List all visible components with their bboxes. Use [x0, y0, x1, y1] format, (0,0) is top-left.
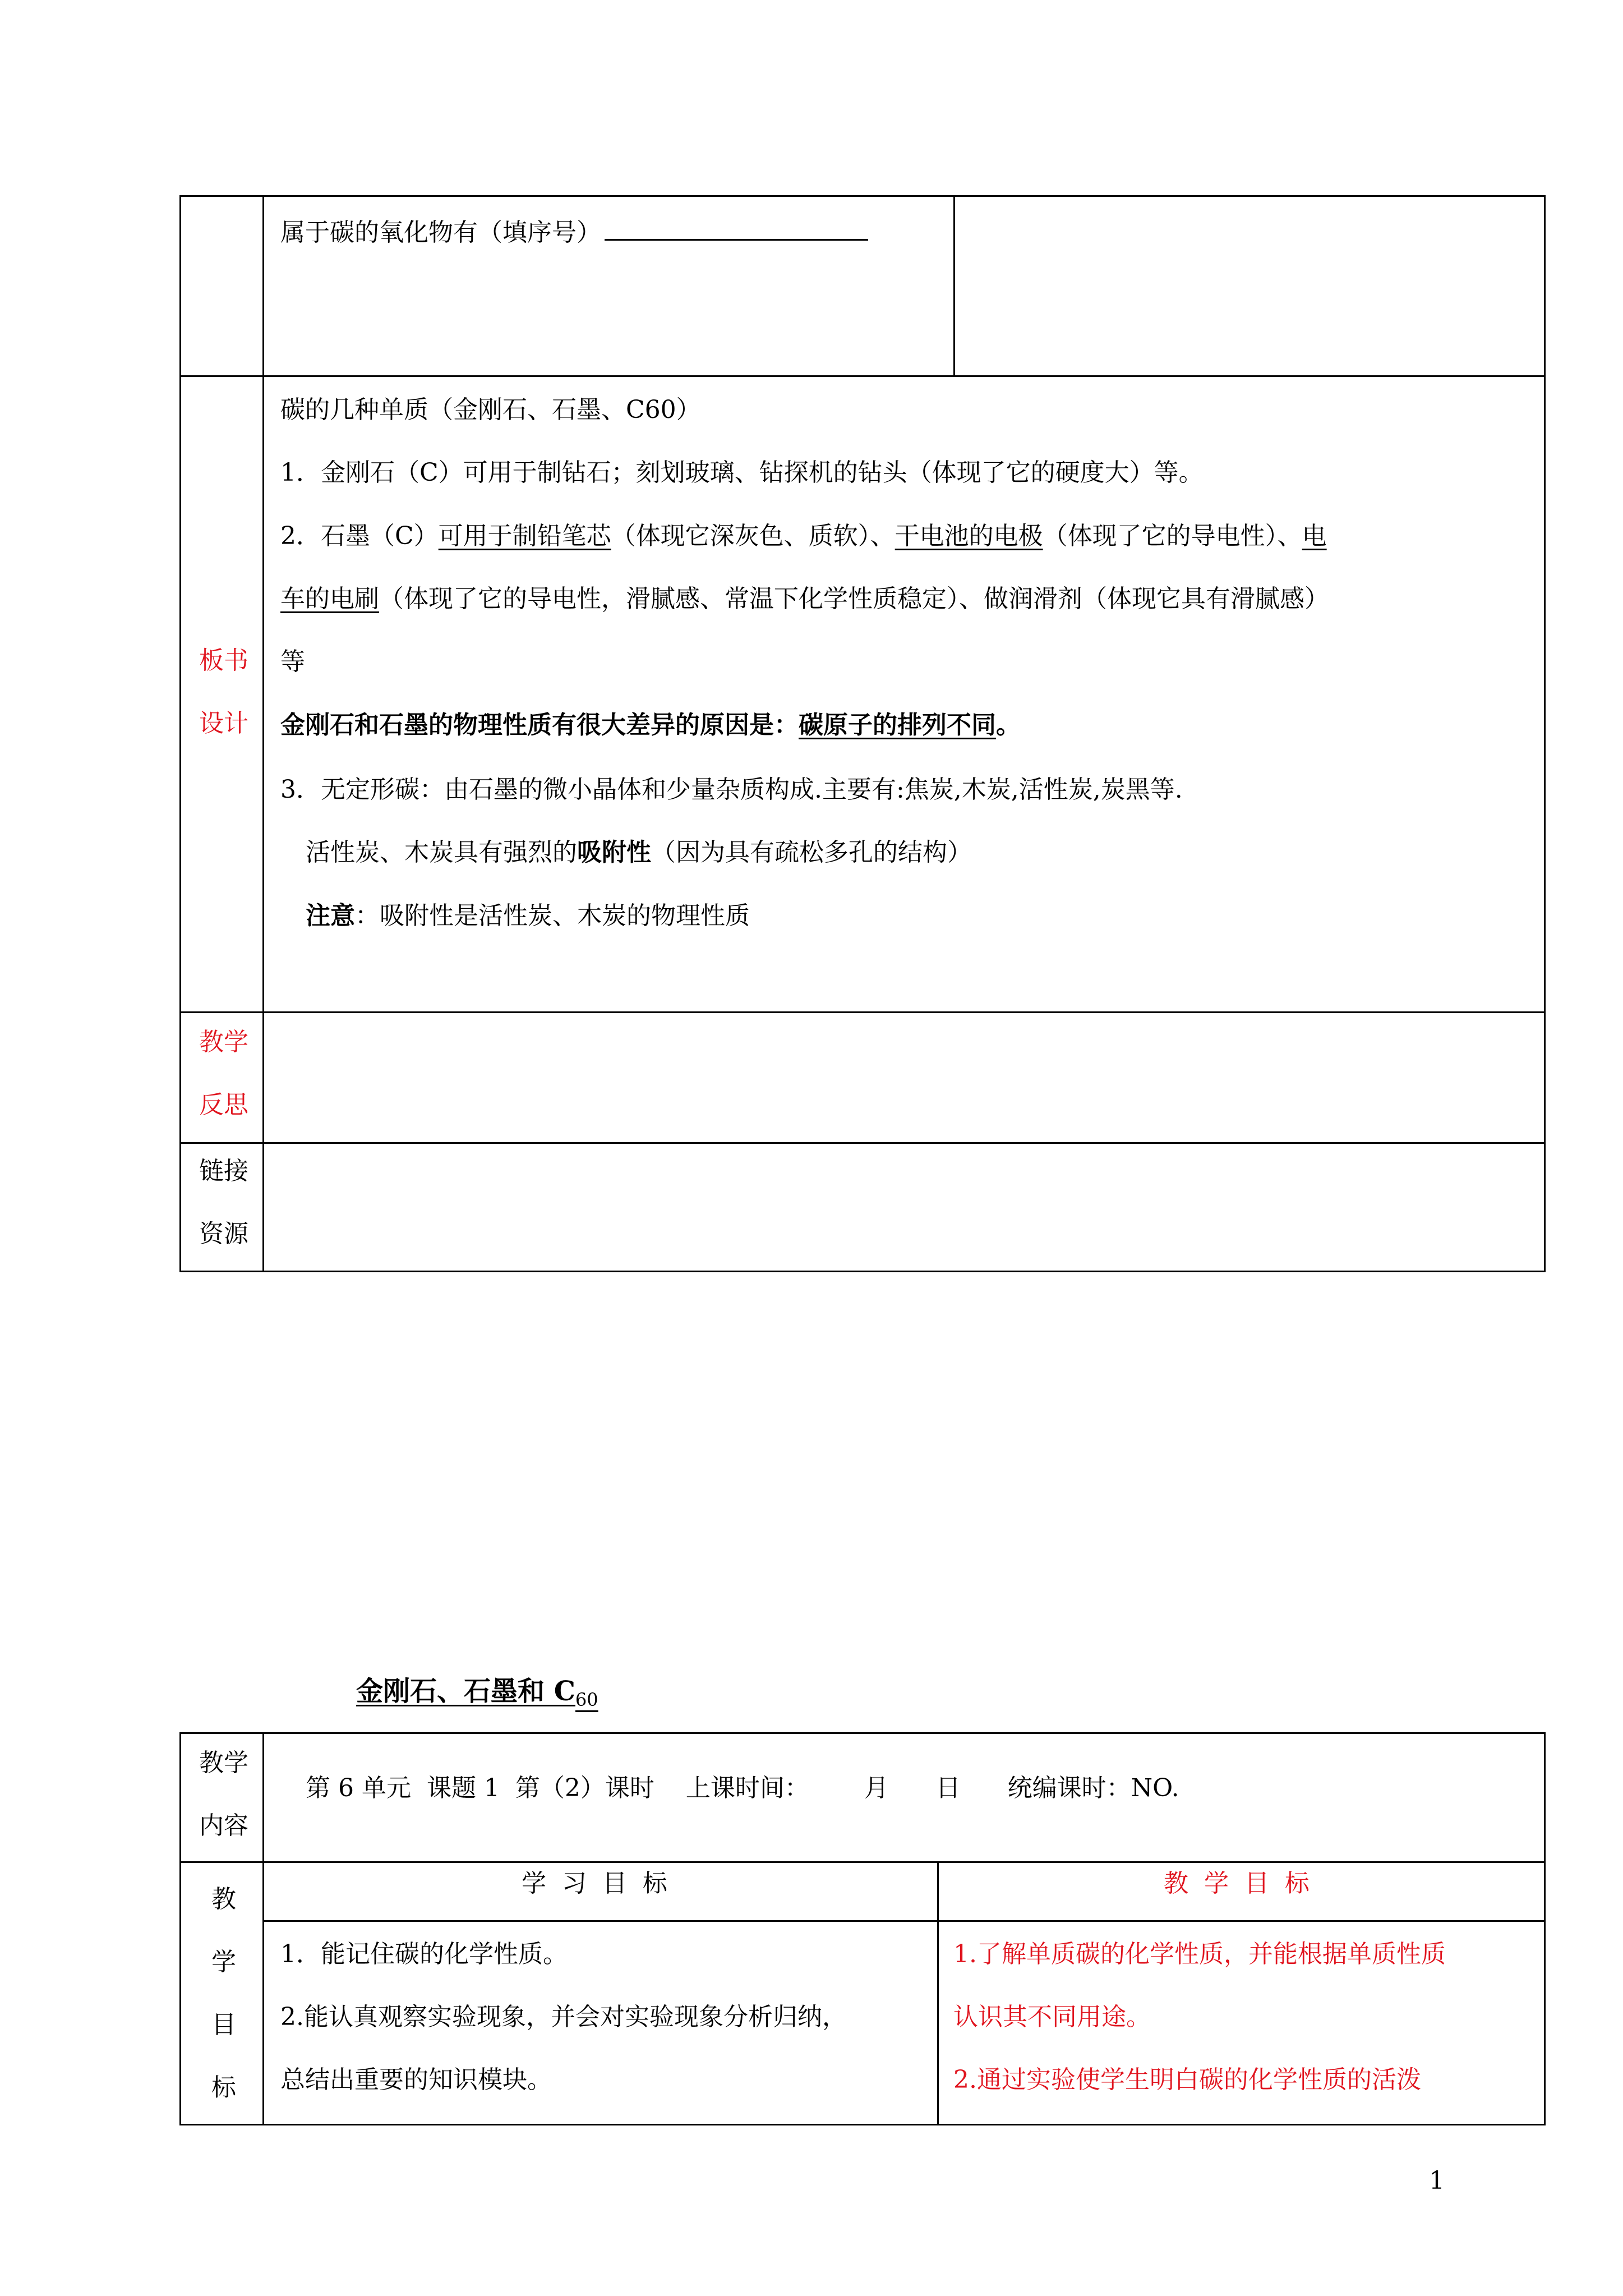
underlined-span: 干电池的电极 [895, 522, 1043, 550]
teaching-goals-header: 教 学 目 标 [1164, 1869, 1310, 1898]
adsorption-line [306, 837, 972, 868]
table1-border [262, 195, 264, 1272]
text-span: （体现它深灰色、质软）、 [611, 522, 895, 550]
label-line: 教学 [199, 1749, 248, 1777]
title-text: 金刚石、石墨和 C [356, 1676, 575, 1707]
note-line [306, 900, 750, 932]
lesson-title [356, 1676, 598, 1715]
label-line: 设计 [199, 709, 248, 738]
text-span: （因为具有疏松多孔的结构） [651, 838, 972, 867]
bold-span: 吸附性 [577, 838, 651, 867]
teaching-goals-label [185, 1868, 262, 2119]
label-char: 标 [211, 2073, 236, 2102]
table1-border [179, 195, 181, 1272]
linked-resources-label [185, 1156, 262, 1250]
title-subscript: 60 [575, 1689, 598, 1710]
carbon-allotropes-heading: 碳的几种单质（金刚石、石墨、C60） [280, 395, 701, 424]
teaching-goal-1b: 认识其不同用途。 [953, 2003, 1151, 2031]
text-span: ：吸附性是活性炭、木炭的物理性质 [355, 901, 750, 930]
label-line: 板书 [199, 646, 248, 675]
learning-goal-1: 1．能记住碳的化学性质。 [280, 1940, 568, 1968]
table2-border [179, 1732, 181, 2125]
table1-border [179, 1011, 1546, 1013]
page-number: 1 [1429, 2166, 1445, 2195]
table2-border [937, 1861, 939, 2125]
lesson-info: 第 6 单元 课题 1 第（2）课时 上课时间： 月 日 统编课时：NO. [306, 1774, 1179, 1802]
underlined-span: 可用于制铅笔芯 [438, 522, 611, 550]
board-design-label [185, 645, 262, 739]
text-span: 金刚石和石墨的物理性质有很大差异的原因是： [280, 711, 799, 739]
oxide-question-text: 属于碳的氧化物有（填序号） [280, 218, 601, 247]
table2-border [262, 1920, 1546, 1922]
diamond-item: 1．金刚石（C）可用于制钻石；刻划玻璃、钻探机的钻头（体现了它的硬度大）等。 [280, 458, 1204, 487]
key-reason [280, 710, 1021, 741]
table2-border [1544, 1732, 1546, 2125]
underlined-span: 车的电刷 [280, 585, 379, 613]
amorphous-carbon-item: 3．无定形碳：由石墨的微小晶体和少量杂质构成.主要有:焦炭,木炭,活性炭,炭黑等. [280, 775, 1183, 804]
table1-border [953, 195, 955, 377]
learning-goal-2b: 总结出重要的知识模块。 [280, 2065, 552, 2094]
table1-border [179, 1271, 1546, 1272]
table1-border [179, 195, 1546, 197]
teaching-goal-2a: 2.通过实验使学生明白碳的化学性质的活泼 [953, 2065, 1421, 2094]
underlined-span: 碳原子的排列不同 [799, 711, 996, 739]
graphite-item-line2 [280, 583, 1329, 615]
table2-border [179, 1732, 1546, 1734]
label-line: 反思 [199, 1091, 248, 1119]
text-span: （体现了它的导电性，滑腻感、常温下化学性质稳定）、做润滑剂（体现它具有滑腻感） [379, 585, 1329, 613]
text-span: 。 [996, 711, 1021, 739]
label-line: 资源 [199, 1220, 248, 1248]
learning-goals-header: 学 习 目 标 [522, 1869, 667, 1898]
teaching-goal-1a: 1.了解单质碳的化学性质，并能根据单质性质 [953, 1940, 1446, 1968]
teaching-reflection-label [185, 1027, 262, 1121]
text-span: 活性炭、木炭具有强烈的 [306, 838, 577, 867]
text-span: 2．石墨（C） [280, 522, 439, 550]
graphite-item-line3: 等 [280, 647, 305, 676]
label-char: 学 [211, 1948, 236, 1976]
answer-blank[interactable] [605, 217, 868, 241]
teaching-content-label [185, 1747, 262, 1842]
table2-border [262, 1732, 264, 2125]
graphite-item-line1 [280, 521, 1327, 552]
label-line: 链接 [199, 1157, 248, 1185]
label-line: 教学 [199, 1028, 248, 1056]
table1-border [1544, 195, 1546, 1272]
table2-border [179, 1861, 1546, 1863]
table1-border [179, 375, 1546, 377]
learning-goal-2a: 2.能认真观察实验现象，并会对实验现象分析归纳， [280, 2003, 847, 2031]
oxide-question [280, 217, 868, 249]
table2-border [179, 2124, 1546, 2125]
underlined-span: 电 [1302, 522, 1327, 550]
table1-border [179, 1142, 1546, 1144]
text-span: （体现了它的导电性）、 [1043, 522, 1302, 550]
label-line: 内容 [199, 1811, 248, 1840]
label-char: 目 [211, 2010, 236, 2039]
bold-span: 注意 [306, 901, 355, 930]
label-char: 教 [211, 1885, 236, 1913]
